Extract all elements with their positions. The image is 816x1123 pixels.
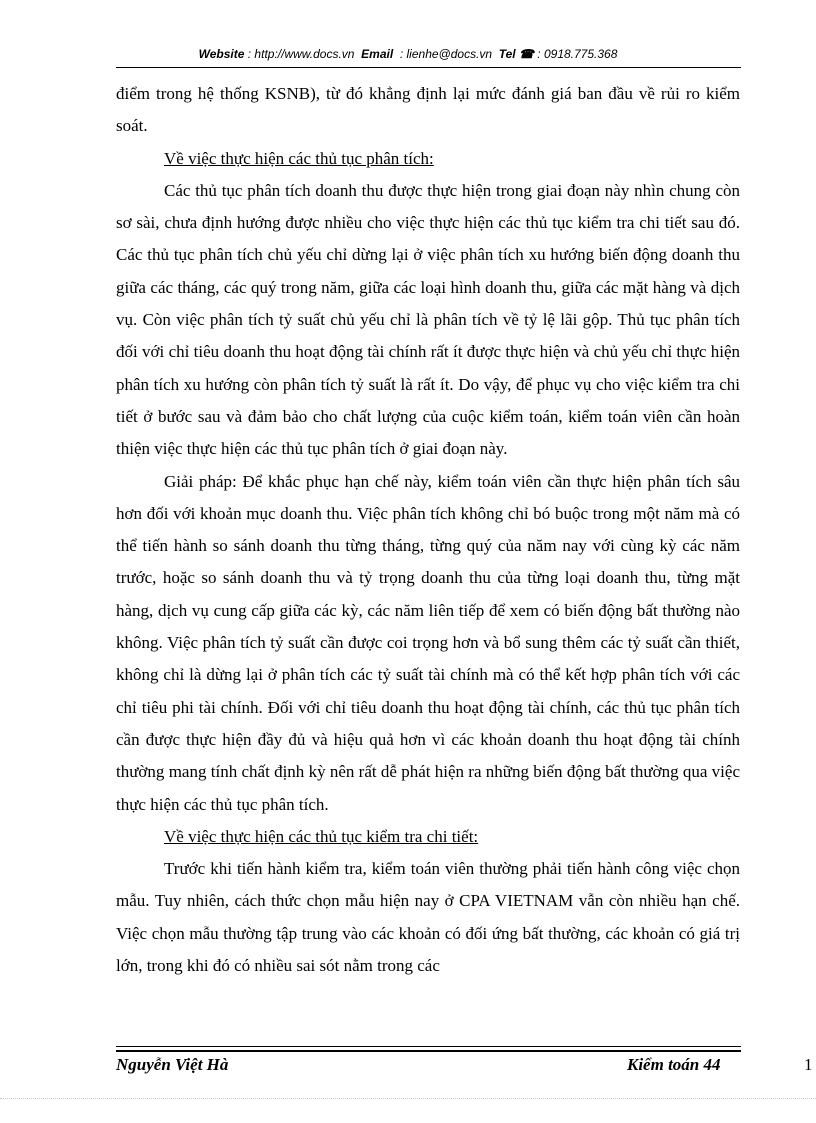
email-label: Email	[361, 47, 394, 61]
paragraph-1: điểm trong hệ thống KSNB), từ đó khẳng định lại mức đánh giá ban đầu về rủi ro kiểm soát.	[116, 84, 740, 136]
page-break-line	[0, 1098, 816, 1099]
section-heading-analysis	[116, 143, 740, 175]
website-value: : http://www.docs.vn	[247, 47, 355, 61]
paragraph-3: Giải pháp: Để khắc phục hạn chế này, kiểm toán viên cần thực hiện phân tích sâu hơn đối với khoản mục doanh thu. Việc phân tích không chỉ bó buộc trong một năm mà có thể tiến hành so sánh doanh thu từng tháng, từng quý của năm nay với cùng kỳ các năm trước, hoặc so sánh doanh thu và tỷ trọng doanh thu của từng loại doanh thu, từng mặt hàng, dịch vụ cung cấp giữa các kỳ, các năm liên tiếp để xem có biến động bất thường nào không. Việc phân tích tỷ suất cần được coi trọng hơn và bổ sung thêm các tỷ suất cần thiết, không chỉ là dừng lại ở phân tích các tỷ suất tài chính mà có thể kết hợp phân tích với các chỉ tiêu phi tài chính. Đối với chỉ tiêu doanh thu hoạt động tài chính, các thủ tục phân tích cần được thực hiện đầy đủ và hiệu quả hơn vì các khoản doanh thu hoạt động tài chính thường mang tính chất định kỳ nên rất dễ phát hiện ra những biến động bất thường qua việc thực hiện các thủ tục phân tích.	[116, 471, 740, 814]
tel-label: Tel	[498, 47, 516, 61]
footer-class: Kiểm toán 44	[627, 1055, 721, 1074]
paragraph-2: Các thủ tục phân tích doanh thu được thực hiện trong giai đoạn này nhìn chung còn sơ sài, chưa định hướng được nhiều cho việc thực hiện các thủ tục kiểm tra chi tiết sau đó. Các thủ tục phân tích chủ yếu chỉ dừng lại ở việc phân tích xu hướng biến động doanh thu giữa các tháng, các quý trong năm, giữa các loại hình doanh thu, giữa các mặt hàng và dịch vụ. Còn việc phân tích tỷ suất chủ yếu chỉ là phân tích về tỷ lệ lãi gộp. Thủ tục phân tích đối với chỉ tiêu doanh thu hoạt động tài chính rất ít được thực hiện và chủ yếu chỉ thực hiện phân tích xu hướng còn phân tích tỷ suất là rất ít. Do vậy, để phục vụ cho việc kiểm tra chi tiết ở bước sau và đảm bảo cho chất lượng của cuộc kiểm toán, kiểm toán viên cần hoàn thiện việc thực hiện các thủ tục phân tích ở giai đoạn này.	[116, 180, 740, 459]
email-value: : lienhe@docs.vn	[399, 47, 493, 61]
page-header	[0, 47, 816, 61]
tel-value: : 0918.775.368	[537, 47, 618, 61]
paragraph-4: Trước khi tiến hành kiểm tra, kiểm toán viên thường phải tiến hành công việc chọn mẫu. Tuy nhiên, cách thức chọn mẫu hiện nay ở CPA VIETNAM vẫn còn nhiều hạn chế. Việc chọn mẫu thường tập trung vào các khoản có đối ứng bất thường, các khoản có giá trị lớn, trong khi đó có nhiều sai sót nằm trong các	[116, 859, 740, 976]
page-number: 1	[804, 1055, 813, 1074]
document-body	[116, 78, 740, 982]
section-heading-detail-tests-text: Về việc thực hiện các thủ tục kiểm tra chi tiết:	[164, 826, 479, 846]
header-divider	[116, 67, 741, 68]
footer-author: Nguyễn Việt Hà	[116, 1055, 229, 1074]
section-heading-detail-tests	[116, 821, 740, 853]
footer-divider-thick	[116, 1050, 741, 1052]
phone-icon: ☎	[519, 47, 534, 61]
footer-divider-thin	[116, 1046, 741, 1047]
website-label: Website	[198, 47, 245, 61]
section-heading-analysis-text: Về việc thực hiện các thủ tục phân tích:	[164, 148, 434, 168]
